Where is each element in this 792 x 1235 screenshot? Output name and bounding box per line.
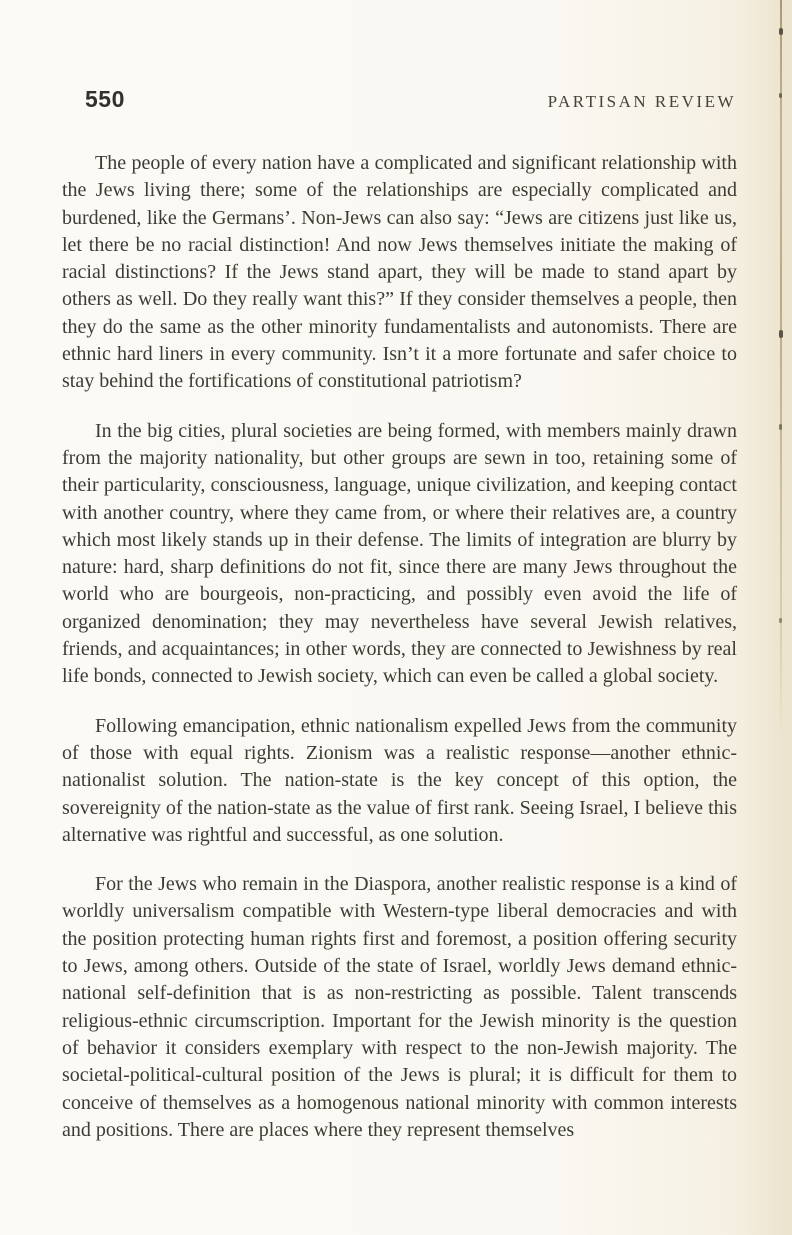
paragraph-1: The people of every nation have a complicated and significant relationship with the Jews living there; some of the relationships are especially complicated and burdened, like the Germans’. Non-Jews can also say: “Jews are citizens just like us, let there be no racial distinction! And now Jews themselves initiate the making of racial distinctions? If the Jews stand apart, they will be made to stand apart by others as well. Do they really want this?” If they consider themselves a people, then they do the same as the other minority fundamentalists and autonomists. There are ethnic hard liners in every community. Isn’t it a more fortunate and safer choice to stay behind the fortifications of constitutional patriotism? bbox=[62, 152, 737, 393]
paragraph-3: Following emancipation, ethnic nationalism expelled Jews from the community of those with equal rights. Zionism was a realistic response—another ethnic-nationalist solution. The nation-state is the key concept of this option, the sovereignity of the nation-state as the value of first rank. Seeing Israel, I believe this alternative was rightful and successful, as one solution. bbox=[62, 714, 737, 846]
journal-title: PARTISAN REVIEW bbox=[547, 92, 736, 111]
paragraph-2: In the big cities, plural societies are being formed, with members mainly drawn from the majority nationality, but other groups are sewn in too, retaining some of their particularity, consciousness, language, unique civilization, and keeping contact with another country, where they came from, or where their relatives are, a country which most likely stands up in their defense. The limits of integration are blurry by nature: hard, sharp definitions do not fit, since there are many Jews throughout the world who are bourgeois, non-practicing, and possibly even avoid the life of organized denomination; they may nevertheless have several Jewish relatives, friends, and acquaintances; in other words, they are connected to Jewishness by real life bonds, connected to Jewish society, which can even be called a global society. bbox=[62, 419, 737, 688]
body-text bbox=[0, 150, 792, 1144]
paragraph-4: For the Jews who remain in the Diaspora, another realistic response is a kind of worldly universalism compatible with Western-type liberal democracies and with the position protecting human rights first and foremost, a position offering security to Jews, among others. Outside of the state of Israel, worldly Jews demand ethnic-national self-definition that is as non-restricting as possible. Talent transcends religious-ethnic circumscription. Important for the Jewish minority is the question of behavior it considers exemplary with respect to the non-Jewish majority. The societal-political-cultural position of the Jews is plural; it is difficult for them to conceive of themselves as a homogenous national minority with common interests and positions. There are places where they represent themselves bbox=[62, 873, 737, 1141]
running-head bbox=[0, 0, 792, 113]
page-number: 550 bbox=[85, 86, 125, 112]
